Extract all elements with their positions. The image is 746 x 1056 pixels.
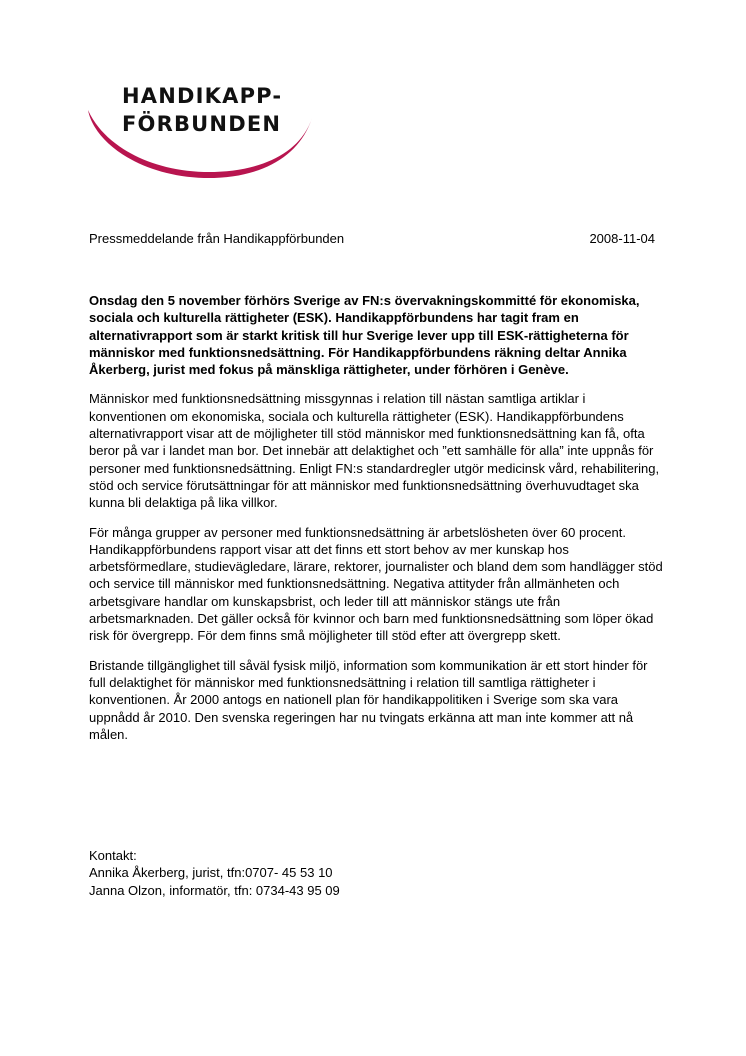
contact-person-1: Annika Åkerberg, jurist, tfn:0707- 45 53 10	[89, 865, 333, 881]
press-release-body	[89, 292, 664, 755]
logo-text-line1: HANDIKAPP-	[122, 84, 283, 108]
contact-heading: Kontakt:	[89, 848, 137, 863]
lead-paragraph: Onsdag den 5 november förhörs Sverige av FN:s övervakningskommitté för ekonomiska, sociala och kulturella rättigheter (ESK). Handikappförbundens har tagit fram en alternativrapport som är starkt kritisk till hur Sverige lever upp till ESK-rättigheterna för människor med funktionsnedsättning. För Handikappförbundens räkning deltar Annika Åkerberg, jurist med fokus på mänskliga rättigheter, under förhören i Genève.	[89, 293, 640, 378]
body-paragraph-3: Bristande tillgänglighet till såväl fysisk miljö, information som kommunikation är ett stort hinder för full delaktighet för människor med funktionsnedsättning i relation till samtliga rättigheter i konventionen. År 2000 antogs en nationell plan för handikappolitiken i Sverige som ska vara uppnådd år 2010. Den svenska regeringen har nu tvingats erkänna att man inte kommer att nå målen.	[89, 657, 648, 742]
contact-person-2: Janna Olzon, informatör, tfn: 0734-43 95 09	[89, 882, 340, 898]
press-release-header	[89, 230, 655, 248]
body-paragraph-1: Människor med funktionsnedsättning missgynnas i relation till nästan samtliga artiklar i konventionen om ekonomiska, sociala och kulturella rättigheter (ESK). Handikappförbundens alternativrapport visar att de möjligheter till stöd människor med funktionsnedsättning kan få, ofta beror på var i landet man bor. Det innebär att delaktighet och ”ett samhälle för alla” inte uppnås för personer med funktionsnedsättning. Enligt FN:s standardregler utgör medicinsk vård, rehabilitering, stöd och service förutsättningar för att människor med funktionsnedsättning överhuvudtaget ska kunna bli delaktiga på lika villkor.	[89, 391, 660, 511]
body-paragraph-2: För många grupper av personer med funktionsnedsättning är arbetslösheten över 60 procent. Handikappförbundens rapport visar att det finns ett stort behov av mer kunskap hos arbetsförmedlare, studievägledare, lärare, rektorer, journalister och bland dem som handlägger stöd och service till människor med funktionsnedsättning. Negativa attityder från allmänheten och arbetsgivare handlar om kunskapsbrist, och leder till att människor stängs ute från arbetsmarknaden. Det gäller också för kvinnor och barn med funktionsnedsättning som löper ökad risk för övergrepp. För dem finns små möjligheter till stöd efter att övergrepp skett.	[89, 524, 663, 644]
logo-text-line2: FÖRBUNDEN	[122, 112, 282, 136]
contact-block	[89, 847, 340, 899]
press-release-label: Pressmeddelande från Handikappförbunden	[89, 231, 345, 246]
organization-logo	[84, 80, 320, 184]
press-release-date: 2008-11-04	[589, 231, 655, 246]
